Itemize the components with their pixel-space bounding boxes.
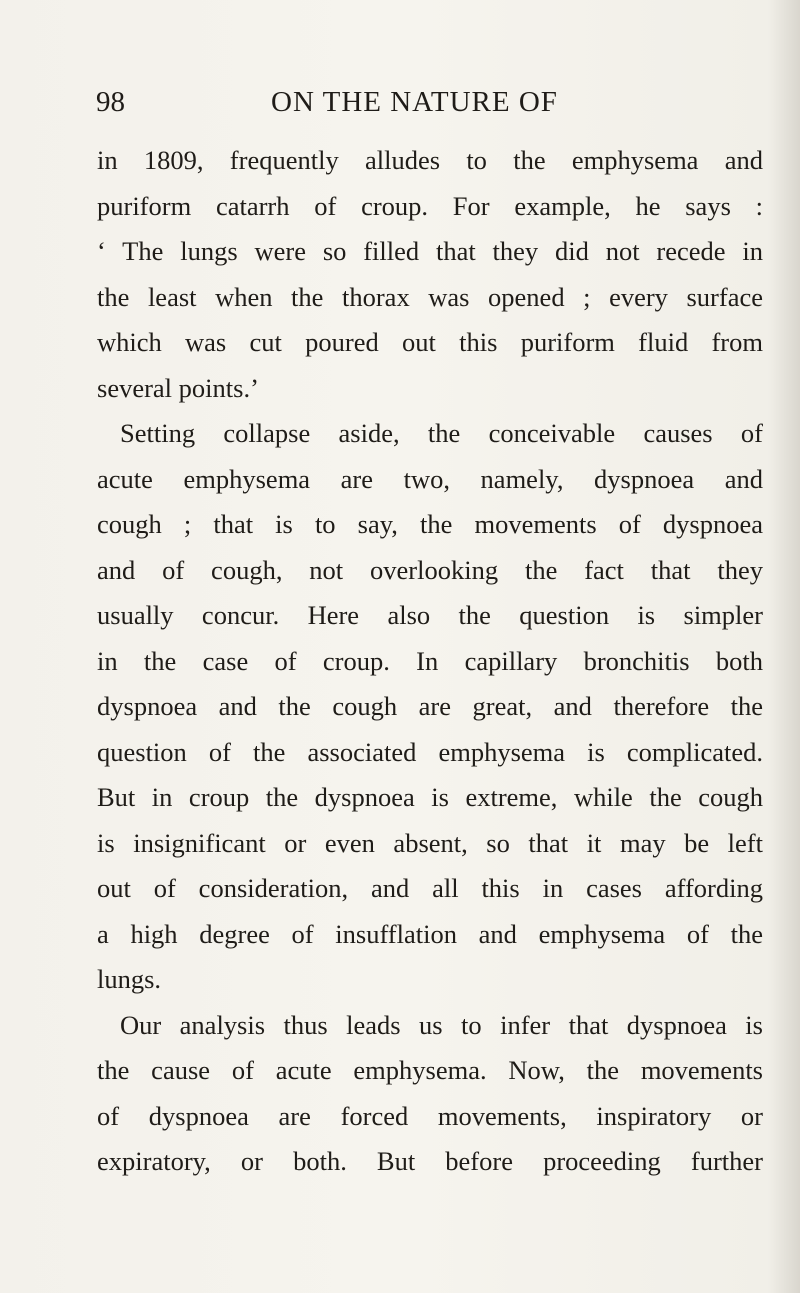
text-line: out of consideration, and all this in cases affording [97, 873, 763, 903]
text-line: in the case of croup. In capillary bronchitis both [97, 645, 763, 676]
text-line: the cause of acute emphysema. Now, the movements [97, 1055, 763, 1085]
text-line: expiratory, or both. But before proceeding further [97, 1146, 763, 1176]
text-line: dyspnoea and the cough are great, and therefore the [97, 691, 763, 721]
text-line: several points.’ [97, 372, 259, 403]
text-line: Our analysis thus leads us to infer that dyspnoea is [120, 1009, 763, 1040]
text-line: ‘ The lungs were so filled that they did not recede in [97, 236, 763, 266]
text-line: in 1809, frequently alludes to the emphysema and [97, 145, 763, 175]
page-number: 98 [96, 86, 125, 118]
text-line: cough ; that is to say, the movements of dyspnoea [97, 509, 763, 539]
body-text [97, 138, 763, 1185]
text-line: of dyspnoea are forced movements, inspiratory or [97, 1100, 763, 1131]
text-line: But in croup the dyspnoea is extreme, while the cough [97, 782, 763, 812]
text-line: Setting collapse aside, the conceivable causes of [120, 418, 763, 448]
page-header [96, 86, 766, 126]
text-line: is insignificant or even absent, so that it may be left [97, 827, 763, 858]
text-line: question of the associated emphysema is complicated. [97, 736, 763, 767]
text-line: and of cough, not overlooking the fact that they [97, 554, 763, 585]
text-line: which was cut poured out this puriform fluid from [97, 327, 763, 357]
text-line: usually concur. Here also the question is simpler [97, 600, 763, 630]
text-line: acute emphysema are two, namely, dyspnoea and [97, 463, 763, 494]
text-line: a high degree of insufflation and emphysema of the [97, 918, 763, 949]
text-line: the least when the thorax was opened ; every surface [97, 281, 763, 312]
running-head: ON THE NATURE OF [271, 86, 558, 118]
text-line: lungs. [97, 964, 162, 994]
text-line: puriform catarrh of croup. For example, he says : [97, 190, 763, 221]
